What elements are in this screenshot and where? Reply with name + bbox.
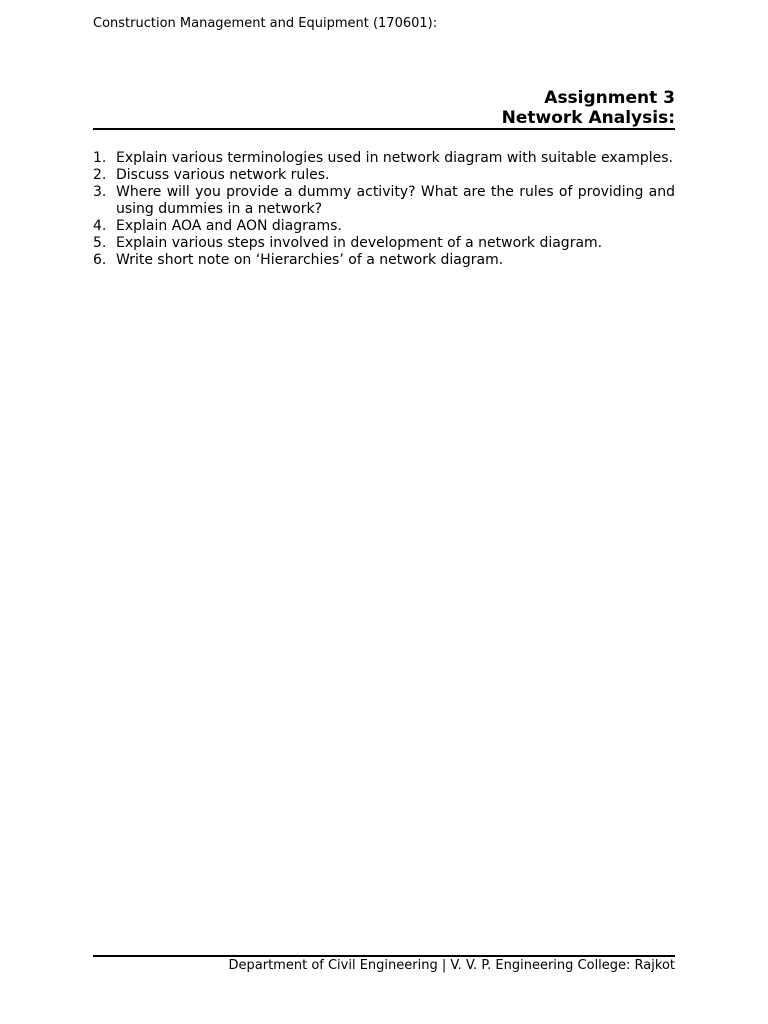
question-number: 2. [93, 167, 107, 183]
question-item [93, 252, 675, 269]
question-text: Explain various terminologies used in network diagram with suitable examples. [116, 150, 673, 166]
question-item [93, 167, 675, 184]
footer-divider [93, 955, 675, 957]
question-item [93, 235, 675, 252]
question-text: Write short note on ‘Hierarchies’ of a network diagram. [116, 252, 504, 268]
course-title: Construction Management and Equipment (170601): [93, 16, 438, 31]
assignment-label: Assignment 3 [544, 88, 675, 108]
question-number: 6. [93, 252, 107, 268]
question-text: Discuss various network rules. [116, 167, 330, 183]
question-list [93, 150, 675, 269]
assignment-topic: Network Analysis: [501, 108, 675, 128]
assignment-heading [93, 88, 675, 128]
question-number: 3. [93, 184, 107, 200]
question-number: 1. [93, 150, 107, 166]
question-number: 4. [93, 218, 107, 234]
question-text: Explain various steps involved in development of a network diagram. [116, 235, 603, 251]
question-text: Where will you provide a dummy activity? What are the rules of providing and using dummies in a network? [116, 184, 675, 217]
question-item [93, 184, 675, 218]
question-text: Explain AOA and AON diagrams. [116, 218, 342, 234]
footer-text: Department of Civil Engineering | V. V. P. Engineering College: Rajkot [228, 958, 675, 973]
heading-divider [93, 128, 675, 130]
question-item [93, 150, 675, 167]
question-number: 5. [93, 235, 107, 251]
question-item [93, 218, 675, 235]
